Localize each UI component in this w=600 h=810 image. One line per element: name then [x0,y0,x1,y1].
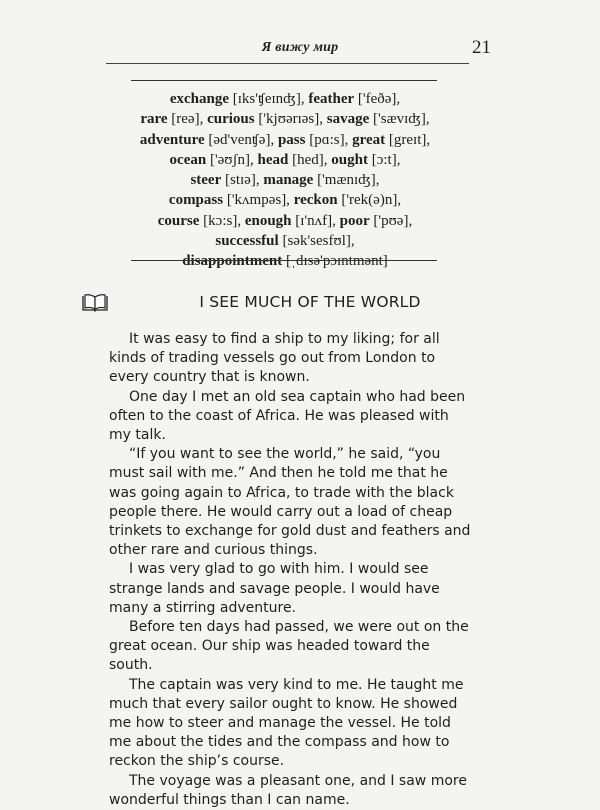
vocabulary-line [120,251,450,271]
story-paragraph: Before ten days had passed, we were out on the great ocean. Our ship was headed toward the south. [109,619,469,674]
vocabulary-box [120,89,450,272]
vocabulary-line [120,190,450,210]
story-paragraph: One day I met an old sea captain who had been often to the coast of Africa. He was pleased with my talk. [109,388,466,444]
running-header-title: Я вижу мир [261,40,339,55]
vocabulary-word: curious [207,111,255,128]
vocabulary-word: successful [215,233,279,250]
vocabulary-word: poor [339,212,370,229]
vocabulary-transcription: ['kʌmpəs], [223,192,294,209]
vocabulary-word: steer [190,172,222,189]
page-number: 21 [472,37,491,58]
vocabulary-word: ought [331,151,368,168]
vocabulary-word: ocean [169,151,207,168]
vocabulary-transcription: [stɪə], [221,172,264,189]
vocabulary-word: feather [308,91,355,107]
vocabulary-transcription: ['kjʊərɪəs], [254,111,327,128]
vocabulary-transcription: [sək'sesfʊl], [278,233,355,250]
vocabulary-line [120,109,450,129]
vocabulary-word: rare [140,111,168,128]
vocabulary-word: course [157,212,200,229]
open-book-icon [82,294,108,312]
vocabulary-transcription: [kɔ:s], [199,212,245,229]
vocabulary-word: reckon [293,192,338,209]
story-paragraph: I was very glad to go with him. I would see strange lands and savage people. I would have many a stirring adventure. [109,561,440,616]
vocabulary-bottom-rule [131,260,437,261]
vocabulary-transcription: ['mænɪʤ], [313,172,380,189]
vocabulary-word: enough [244,212,292,229]
vocabulary-transcription: [hed], [288,151,332,168]
vocabulary-transcription: [ˌdɪsə'pɔɪntmənt] [282,253,388,270]
vocabulary-transcription: [greɪt], [385,131,431,148]
story-paragraph: The captain was very kind to me. He taught me much that every sailor ought to know. He showed me how to steer and manage the vessel. He told me about the tides and the compass and how to reckon the ship’s course. [109,676,464,770]
story-text [109,330,475,810]
section-title: I SEE MUCH OF THE WORLD [199,293,421,311]
vocabulary-transcription: ['əʊʃn], [206,151,258,168]
vocabulary-line [120,170,450,190]
story-paragraph: The voyage was a pleasant one, and I saw more wonderful things than I can name. [109,772,467,808]
vocabulary-word: disappointment [182,253,283,270]
vocabulary-word: exchange [169,91,229,107]
vocabulary-word: savage [326,111,370,128]
vocabulary-transcription: [ɔ:t], [367,151,401,168]
vocabulary-transcription: ['sævɪʤ], [369,111,430,128]
vocabulary-word: compass [168,192,224,209]
vocabulary-word: adventure [139,131,205,148]
vocabulary-transcription: ['feðə], [354,91,401,107]
vocabulary-line [120,89,450,109]
story-paragraph: “If you want to see the world,” he said, “you must sail with me.” And then he told me that he was going again to Africa, to trade with the black people there. He would carry out a load of cheap trinkets to exchange for gold dust and feathers and other rare and curious things. [109,446,471,559]
vocabulary-word: head [257,151,289,168]
vocabulary-word: pass [277,131,306,148]
header-rule [106,63,469,64]
vocabulary-transcription: ['rek(ə)n], [337,192,402,209]
story-paragraph: It was easy to find a ship to my liking; for all kinds of trading vessels go out from London to every country that is known. [109,331,440,386]
vocabulary-transcription: [ɪ'nʌf], [291,212,340,229]
vocabulary-line [120,130,450,150]
vocabulary-line [120,231,450,251]
vocabulary-transcription: [pɑ:s], [305,131,353,148]
vocabulary-transcription: [reə], [167,111,208,128]
vocabulary-transcription: ['pʊə], [369,212,413,229]
vocabulary-transcription: [əd'venʧə], [204,131,278,148]
vocabulary-top-rule [131,80,437,81]
vocabulary-word: great [352,131,386,148]
vocabulary-word: manage [263,172,314,189]
vocabulary-line [120,211,450,231]
vocabulary-line [120,150,450,170]
vocabulary-transcription: [ɪks'ʧeɪnʤ], [229,91,309,107]
